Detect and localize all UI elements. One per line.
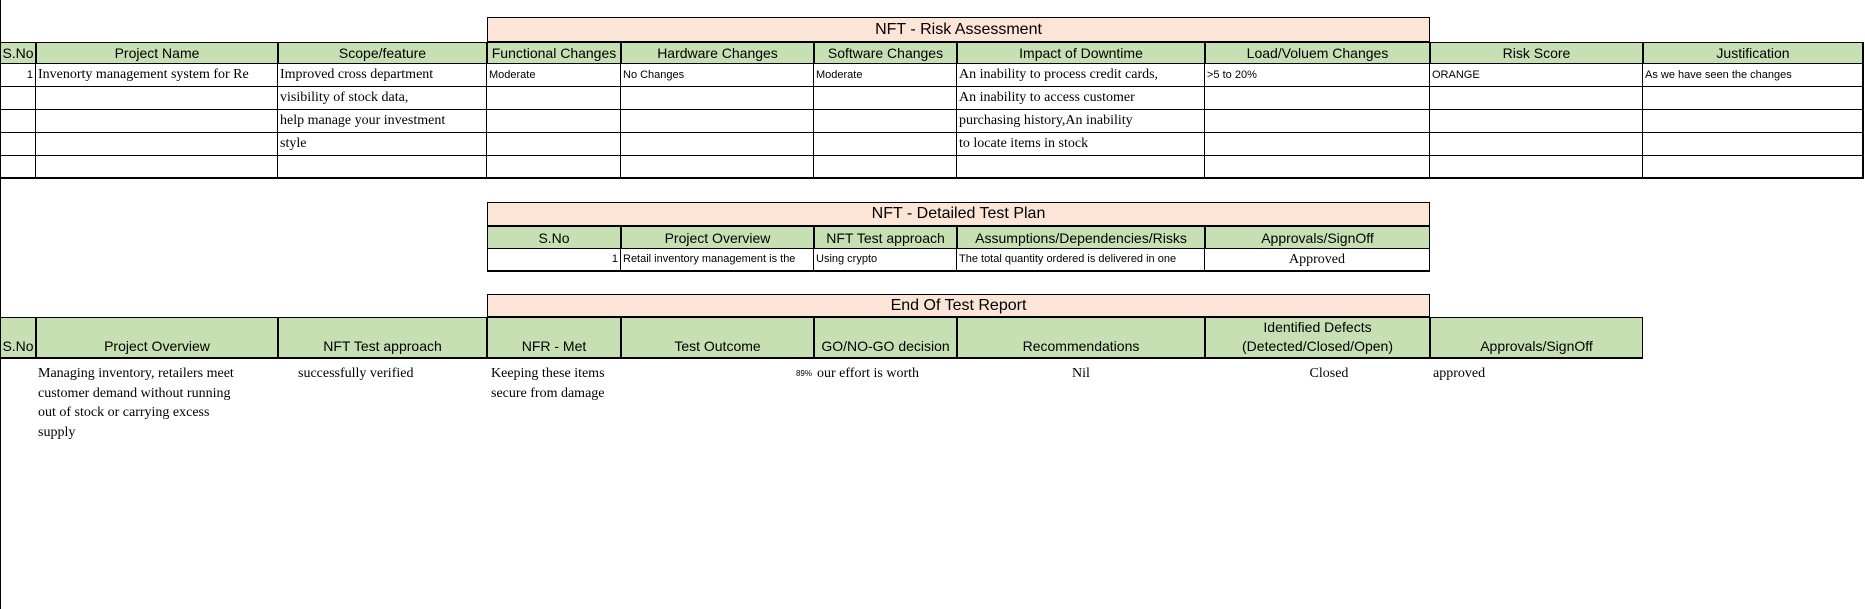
report-header-nfr[interactable] — [487, 317, 621, 358]
risk-cell-empty[interactable] — [1205, 156, 1430, 178]
risk-cell-empty[interactable] — [36, 156, 278, 178]
report-cell-overview[interactable] — [38, 364, 234, 442]
report-header-outcome-text: Test Outcome — [674, 338, 761, 354]
report-header-defects-line1: Identified Defects — [1263, 319, 1372, 335]
risk-header-software[interactable]: Software Changes — [814, 42, 957, 64]
risk-cell-project-name[interactable]: Invenorty management system for Re — [36, 64, 278, 87]
plan-cell-sno[interactable]: 1 — [487, 249, 621, 271]
risk-cell-empty[interactable] — [36, 87, 278, 110]
risk-cell-empty[interactable] — [621, 110, 814, 133]
report-header-outcome[interactable] — [621, 317, 814, 358]
risk-cell-risk-score[interactable]: ORANGE — [1430, 64, 1643, 87]
risk-cell-empty[interactable] — [1205, 110, 1430, 133]
plan-header-approvals[interactable]: Approvals/SignOff — [1205, 226, 1430, 249]
risk-cell-empty[interactable] — [1430, 156, 1643, 178]
report-header-approvals-text: Approvals/SignOff — [1480, 338, 1593, 354]
risk-cell-scope-2[interactable]: visibility of stock data, — [278, 87, 487, 110]
risk-cell-empty[interactable] — [621, 87, 814, 110]
risk-header-project-name[interactable]: Project Name — [36, 42, 278, 64]
risk-cell-empty[interactable] — [36, 110, 278, 133]
report-cell-nfr[interactable] — [491, 364, 605, 403]
report-header-sno-text: S.No — [2, 338, 34, 354]
risk-cell-software[interactable]: Moderate — [814, 64, 957, 87]
report-cell-approvals[interactable]: approved — [1433, 366, 1486, 381]
plan-header-sno[interactable]: S.No — [487, 226, 621, 249]
report-header-approach-text: NFT Test approach — [323, 338, 442, 354]
report-header-recommendations-text: Recommendations — [1022, 338, 1140, 354]
report-header-sno[interactable] — [0, 317, 36, 358]
risk-cell-empty[interactable] — [1643, 133, 1863, 156]
risk-cell-empty[interactable] — [487, 156, 621, 178]
report-header-recommendations[interactable] — [957, 317, 1205, 358]
plan-cell-overview[interactable]: Retail inventory management is the — [621, 249, 814, 271]
risk-cell-impact-3[interactable]: purchasing history,An inability — [957, 110, 1205, 133]
risk-cell-empty[interactable] — [1430, 87, 1643, 110]
risk-cell-justification[interactable]: As we have seen the changes — [1643, 64, 1863, 87]
risk-cell-empty[interactable] — [621, 156, 814, 178]
risk-cell-empty[interactable] — [0, 156, 36, 178]
risk-header-hardware[interactable]: Hardware Changes — [621, 42, 814, 64]
risk-cell-sno[interactable]: 1 — [0, 64, 36, 87]
risk-assessment-title[interactable]: NFT - Risk Assessment — [487, 17, 1430, 42]
risk-cell-empty[interactable] — [487, 87, 621, 110]
risk-cell-empty[interactable] — [1205, 133, 1430, 156]
report-header-defects-line2: (Detected/Closed/Open) — [1242, 338, 1393, 354]
risk-cell-empty[interactable] — [814, 87, 957, 110]
risk-cell-empty[interactable] — [36, 133, 278, 156]
risk-cell-scope-3[interactable]: help manage your investment — [278, 110, 487, 133]
risk-header-scope[interactable]: Scope/feature — [278, 42, 487, 64]
risk-header-sno[interactable]: S.No — [0, 42, 36, 64]
risk-header-load[interactable]: Load/Voluem Changes — [1205, 42, 1430, 64]
plan-cell-approach[interactable]: Using crypto — [814, 249, 957, 271]
plan-header-overview[interactable]: Project Overview — [621, 226, 814, 249]
report-cell-outcome[interactable]: 89% — [795, 369, 812, 378]
risk-cell-impact-4[interactable]: to locate items in stock — [957, 133, 1205, 156]
risk-cell-empty[interactable] — [1430, 133, 1643, 156]
risk-cell-empty[interactable] — [278, 156, 487, 178]
report-cell-nfr-line: secure from damage — [491, 385, 605, 401]
report-header-go-text: GO/NO-GO decision — [821, 338, 950, 354]
risk-cell-impact-2[interactable]: An inability to access customer — [957, 87, 1205, 110]
report-cell-approach[interactable]: successfully verified — [298, 366, 414, 381]
risk-cell-empty[interactable] — [1643, 87, 1863, 110]
report-header-nfr-text: NFR - Met — [521, 338, 587, 354]
test-plan-title[interactable]: NFT - Detailed Test Plan — [487, 202, 1430, 226]
report-cell-overview-line: Managing inventory, retailers meet — [38, 366, 234, 381]
risk-header-justification[interactable]: Justification — [1643, 42, 1863, 64]
risk-cell-empty[interactable] — [487, 110, 621, 133]
risk-cell-empty[interactable] — [0, 87, 36, 110]
risk-cell-scope-1[interactable]: Improved cross department — [278, 64, 487, 87]
report-header-overview[interactable] — [36, 317, 278, 358]
report-header-approvals[interactable] — [1430, 317, 1643, 358]
risk-header-risk-score[interactable]: Risk Score — [1430, 42, 1643, 64]
report-header-go-decision[interactable] — [814, 317, 957, 358]
risk-cell-empty[interactable] — [814, 110, 957, 133]
plan-cell-assumptions[interactable]: The total quantity ordered is delivered in one — [957, 249, 1205, 271]
risk-cell-empty[interactable] — [1430, 110, 1643, 133]
report-cell-nfr-line: Keeping these items — [491, 366, 605, 381]
report-header-approach[interactable] — [278, 317, 487, 358]
risk-cell-empty[interactable] — [0, 133, 36, 156]
plan-header-assumptions[interactable]: Assumptions/Dependencies/Risks — [957, 226, 1205, 249]
report-cell-overview-line: out of stock or carrying excess — [38, 405, 210, 420]
risk-cell-empty[interactable] — [0, 110, 36, 133]
risk-header-impact[interactable]: Impact of Downtime — [957, 42, 1205, 64]
report-header-defects[interactable] — [1205, 317, 1430, 358]
risk-cell-empty[interactable] — [957, 156, 1205, 178]
risk-cell-empty[interactable] — [1643, 110, 1863, 133]
risk-cell-impact-1[interactable]: An inability to process credit cards, — [957, 64, 1205, 87]
risk-cell-load[interactable]: >5 to 20% — [1205, 64, 1430, 87]
risk-cell-functional[interactable]: Moderate — [487, 64, 621, 87]
risk-cell-empty[interactable] — [1205, 87, 1430, 110]
risk-cell-empty[interactable] — [1643, 156, 1863, 178]
risk-cell-hardware[interactable]: No Changes — [621, 64, 814, 87]
test-report-title[interactable]: End Of Test Report — [487, 294, 1430, 317]
report-cell-go-decision[interactable]: our effort is worth — [817, 366, 919, 381]
risk-cell-empty[interactable] — [814, 156, 957, 178]
report-cell-overview-line: customer demand without running — [38, 385, 231, 401]
risk-cell-empty[interactable] — [621, 133, 814, 156]
report-header-overview-text: Project Overview — [104, 338, 210, 354]
plan-header-approach[interactable]: NFT Test approach — [814, 226, 957, 249]
risk-header-functional[interactable]: Functional Changes — [487, 42, 621, 64]
risk-cell-empty[interactable] — [814, 133, 957, 156]
report-cell-overview-line: supply — [38, 424, 76, 440]
risk-cell-empty[interactable] — [487, 133, 621, 156]
report-cell-recommendations[interactable]: Nil — [1072, 366, 1090, 381]
risk-cell-scope-4[interactable]: style — [278, 133, 487, 156]
report-cell-defects[interactable]: Closed — [1309, 366, 1349, 381]
plan-cell-approvals[interactable]: Approved — [1205, 249, 1430, 271]
